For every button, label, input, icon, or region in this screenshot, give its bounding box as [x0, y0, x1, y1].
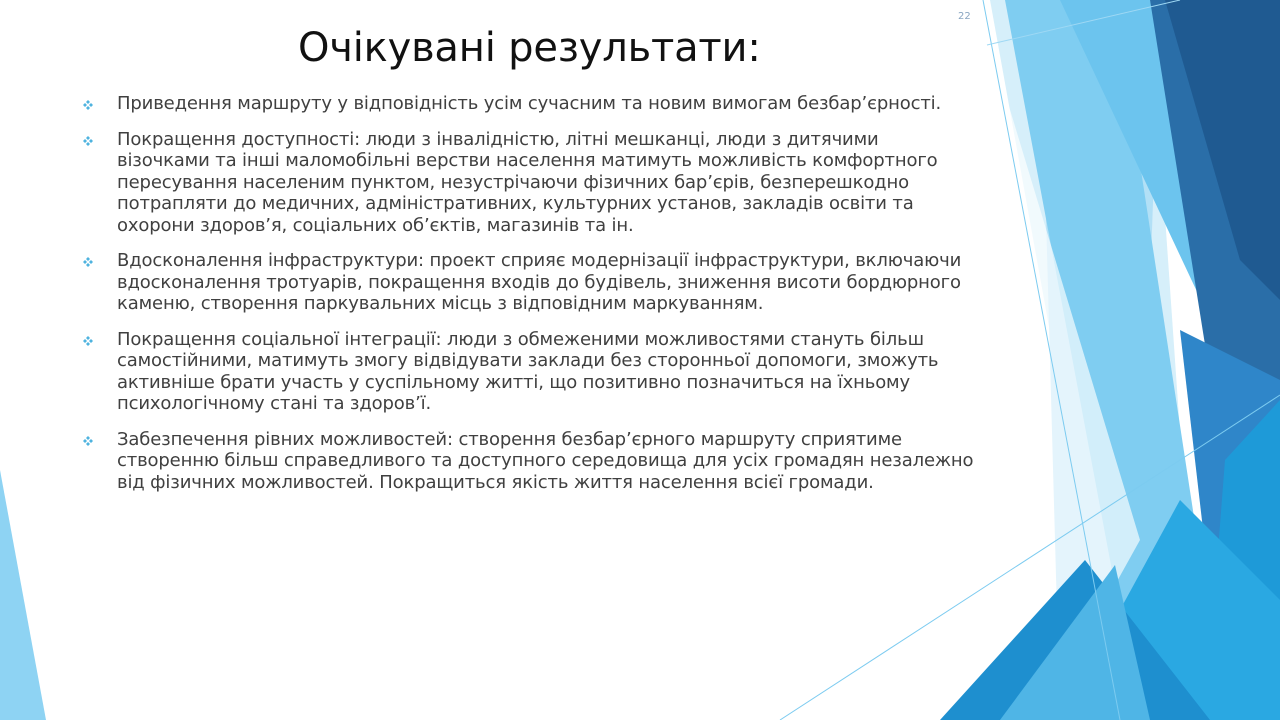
bullet-item-accessibility-improvement [80, 129, 975, 237]
bullet-item-social-integration [80, 329, 975, 415]
bullet-text: Покращення доступності: люди з інвалідністю, літні мешканці, люди з дитячими візочками та інші маломобільні верстви населення матимуть можливість комфортного пересування населеним пунктом, незустрічаючи фізичних бар’єрів, безперешкодно потрапляти до медичних, адміністративних, культурних установ, закладів освіти та охорони здоров’я, соціальних об’єктів, магазинів та ін. [117, 128, 938, 236]
left-edge-shape [0, 470, 46, 720]
bullet-item-equal-opportunities [80, 429, 975, 494]
four-diamond-bullet-icon [82, 94, 94, 115]
slide-title: Очікувані результати: [298, 25, 761, 71]
four-diamond-bullet-icon [82, 430, 94, 451]
four-diamond-bullet-icon [82, 330, 94, 351]
bullet-text: Приведення маршруту у відповідність усім сучасним та новим вимогам безбар’єрності. [117, 93, 942, 114]
bullet-text: Вдосконалення інфраструктури: проект сприяє модернізації інфраструктури, включаючи вдосконалення тротуарів, покращення входів до будівель, зниження висоти бордюрного каменю, створення паркувальних місць з відповідним маркуванням. [117, 250, 962, 314]
bullet-item-infrastructure [80, 250, 975, 315]
bullet-text: Забезпечення рівних можливостей: створення безбар’єрного маршруту сприятиме створенню більш справедливого та доступного середовища для усіх громадян незалежно від фізичних можливостей. Покращиться якість життя населення всієї громади. [117, 428, 974, 493]
four-diamond-bullet-icon [82, 130, 94, 151]
bullet-text: Покращення соціальної інтеграції: люди з обмеженими можливостями стануть більш самостійними, матимуть змогу відвідувати заклади без сторонньої допомоги, зможуть активніше брати участь у суспільному житті, що позитивно позначиться на їхньому психологічному стані та здоров’ї. [117, 328, 939, 414]
four-diamond-bullet-icon [82, 251, 94, 272]
slide-number: 22 [958, 11, 971, 22]
bullet-item-accessibility-compliance [80, 93, 975, 115]
bullet-list [80, 93, 975, 507]
